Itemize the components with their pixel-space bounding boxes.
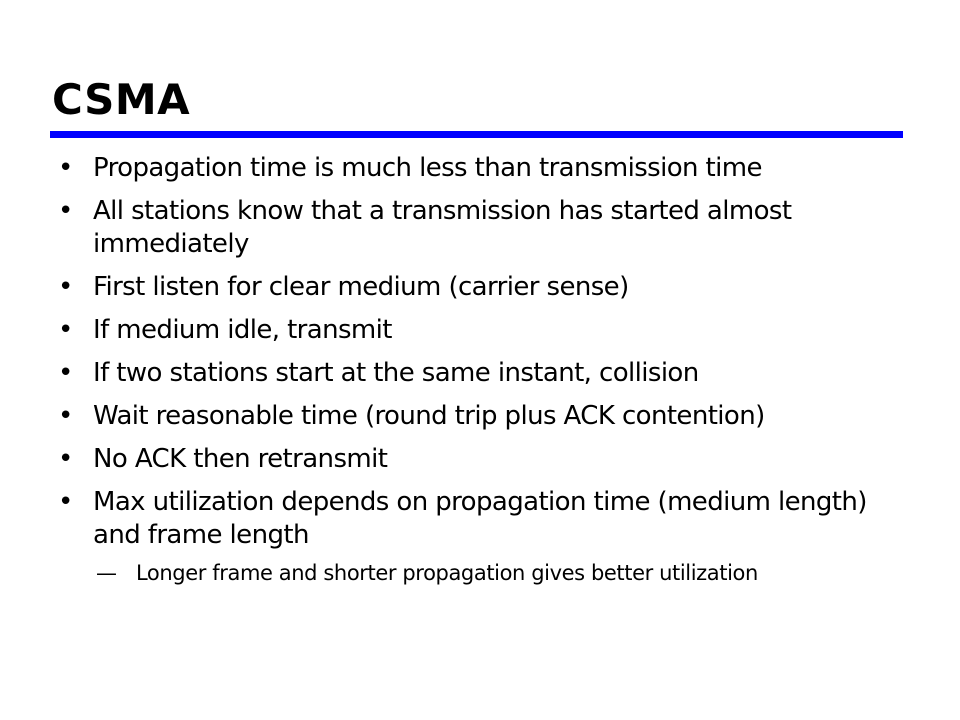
bullet-item — [58, 486, 908, 552]
bullet-text: If two stations start at the same instant, collision — [93, 358, 699, 388]
bullet-text: All stations know that a transmission has started almost immediately — [93, 196, 792, 259]
bullet-item — [58, 357, 908, 390]
bullet-icon: • — [58, 487, 73, 517]
bullet-icon: • — [58, 272, 73, 302]
slide-title: CSMA — [52, 75, 191, 124]
sub-bullet-text: Longer frame and shorter propagation gives better utilization — [136, 561, 758, 585]
sub-bullet-item — [58, 558, 908, 588]
bullet-item — [58, 443, 908, 476]
bullet-item — [58, 400, 908, 433]
bullet-list — [58, 152, 908, 588]
bullet-text: No ACK then retransmit — [93, 444, 388, 474]
bullet-text: Propagation time is much less than transmission time — [93, 153, 762, 183]
bullet-text: Max utilization depends on propagation time (medium length) and frame length — [93, 487, 867, 550]
title-underline — [50, 131, 903, 138]
bullet-item — [58, 152, 908, 185]
bullet-icon: • — [58, 444, 73, 474]
bullet-icon: • — [58, 358, 73, 388]
bullet-item — [58, 195, 908, 261]
bullet-icon: • — [58, 196, 73, 226]
bullet-icon: • — [58, 315, 73, 345]
bullet-icon: • — [58, 401, 73, 431]
bullet-item — [58, 314, 908, 347]
dash-icon: — — [96, 561, 117, 585]
bullet-item — [58, 271, 908, 304]
bullet-text: First listen for clear medium (carrier sense) — [93, 272, 629, 302]
bullet-text: Wait reasonable time (round trip plus ACK contention) — [93, 401, 765, 431]
bullet-icon: • — [58, 153, 73, 183]
bullet-text: If medium idle, transmit — [93, 315, 392, 345]
